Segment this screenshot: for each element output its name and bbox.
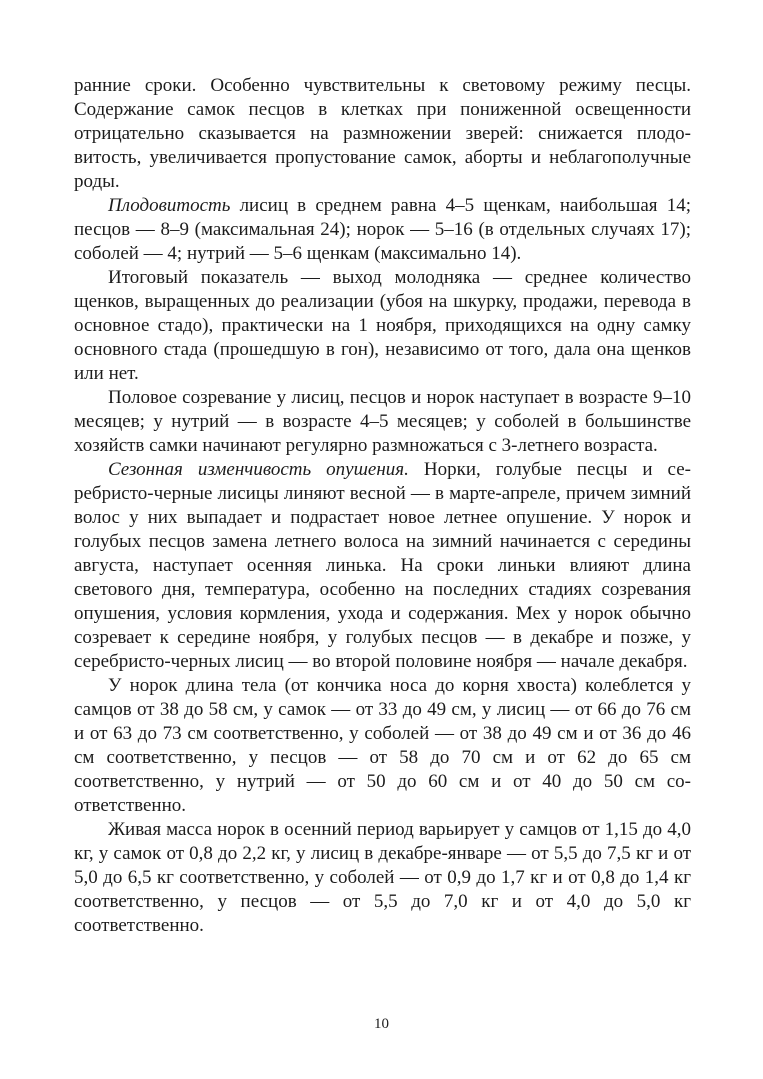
paragraph-5-text: Норки, голубые песцы и серебристо-черные лисицы линяют весной — в марте-апреле, причем зимний волос у них выпадает и подрастает новое летнее опушение. У норок и голубых песцов замена летнего волоса на зимний начинается с середины августа, наступает осенняя линька. На сроки линьки влияют длина светового дня, температура, особенно на последних стадиях созревания опушения, условия кормления, ухода и содержания. Мех у норок обычно созревает к середине ноября, у голубых песцов — в декабре и позже, у серебристо-черных лисиц — во второй половине ноября — начале декабря. bbox=[74, 459, 691, 672]
page-number: 10 bbox=[374, 1016, 389, 1032]
paragraph-4 bbox=[74, 386, 691, 458]
paragraph-2-text: лисиц в среднем равна 4–5 щенкам, наибольшая 14; песцов — 8–9 (максимальная 24); норок — 5–16 (в отдельных случаях 17); соболей — 4; нутрий — 5–6 щенкам (максимально 14). bbox=[74, 195, 691, 264]
paragraph-6 bbox=[74, 674, 691, 818]
paragraph-2 bbox=[74, 194, 691, 266]
paragraph-1 bbox=[74, 74, 691, 194]
paragraph-7-text: Живая масса норок в осенний период варьирует у самцов от 1,15 до 4,0 кг, у самок от 0,8 до 2,2 кг, у лисиц в декабре-январе — от 5,5 до 7,5 кг и от 5,0 до 6,5 кг соответственно, у соболей — от 0,9 до 1,7 кг и от 0,8 до 1,4 кг соответственно, у песцов — от 5,5 до 7,0 кг и от 4,0 до 5,0 кг соответственно. bbox=[74, 819, 691, 936]
paragraph-6-text: У норок длина тела (от кончика носа до корня хвоста) колеблется у самцов от 38 до 58 см, у самок — от 33 до 49 см, у лисиц — от 66 до 76 см и от 63 до 73 см соответственно, у соболей — от 38 до 49 см и от 36 до 46 см соответственно, у песцов — от 58 до 70 см и от 62 до 65 см соответственно, у нутрий — от 50 до 60 см и от 40 до 50 см соответственно. bbox=[74, 675, 691, 816]
paragraph-2-italic-term: Плодовитость bbox=[108, 195, 231, 216]
paragraph-1-text: ранние сроки. Особенно чувствительны к световому режиму песцы. Содержание самок песцов в клетках при пониженной освещенности отрицательно сказывается на размножении зверей: снижается плодовитость, увеличивается пропустование самок, аборты и неблагополучные роды. bbox=[74, 75, 691, 192]
paragraph-4-text: Половое созревание у лисиц, песцов и норок наступает в возрасте 9–10 месяцев; у нутрий — в возрасте 4–5 месяцев; у соболей в большинстве хозяйств самки начинают регулярно размножаться с 3-летнего возраста. bbox=[74, 387, 691, 456]
page-body bbox=[74, 74, 691, 938]
paragraph-7 bbox=[74, 818, 691, 938]
paragraph-5 bbox=[74, 458, 691, 674]
paragraph-3 bbox=[74, 266, 691, 386]
paragraph-5-italic-term: Сезонная изменчивость опушения. bbox=[108, 459, 409, 480]
paragraph-3-text: Итоговый показатель — выход молодняка — среднее количество щенков, выращенных до реализации (убоя на шкурку, продажи, перевода в основное стадо), практически на 1 ноября, приходящихся на одну самку основного стада (прошедшую в гон), независимо от того, дала она щенков или нет. bbox=[74, 267, 691, 384]
